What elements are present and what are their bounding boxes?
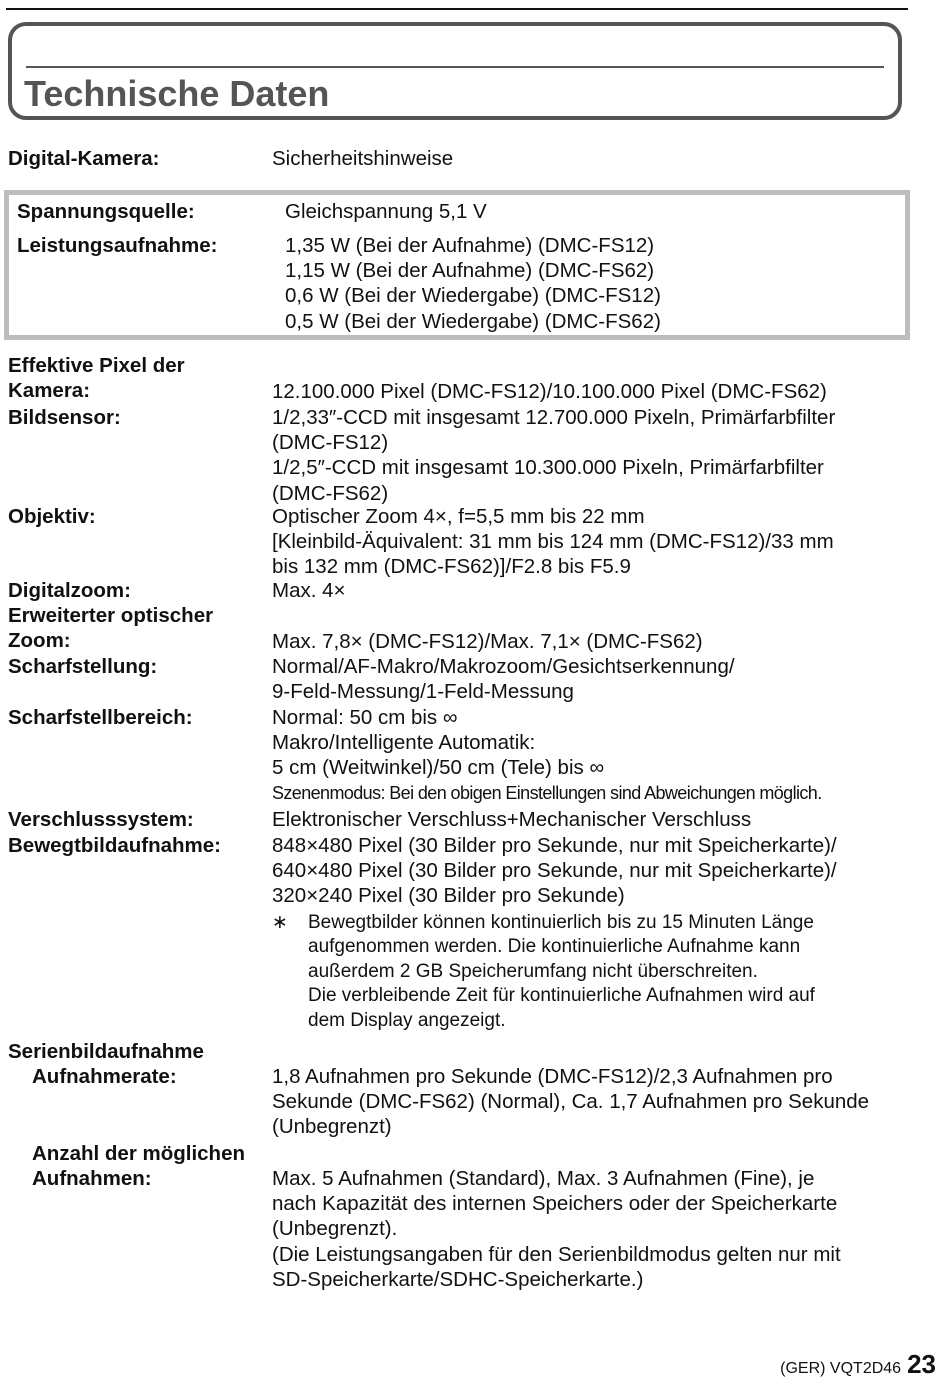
sensor-line-3: 1/2,5″-CCD mit insgesamt 10.300.000 Pixeln, Primärfarbfilter — [272, 456, 824, 480]
spec-label-image-sensor: Bildsensor: — [8, 406, 121, 429]
spec-label-effective-pixels: Effektive Pixel der Kamera: — [8, 354, 185, 403]
spec-label-lens: Objektiv: — [8, 505, 96, 528]
document-code: (GER) VQT2D46 — [780, 1360, 902, 1377]
focus-range-line-3: 5 cm (Weitwinkel)/50 cm (Tele) bis ∞ — [272, 756, 605, 780]
focus-range-line-1: Normal: 50 cm bis ∞ — [272, 706, 458, 729]
spec-value-focus-range — [272, 705, 922, 806]
focus-line-2: 9-Feld-Messung/1-Feld-Messung — [272, 680, 574, 704]
movie-note — [272, 911, 922, 1034]
spec-label-burst-rate: Aufnahmerate: — [32, 1065, 177, 1088]
spec-label-movie: Bewegtbildaufnahme: — [8, 834, 221, 857]
movie-line-2: 640×480 Pixel (30 Bilder pro Sekunde, nur mit Speicherkarte)/ — [272, 859, 837, 883]
lens-line-3: bis 132 mm (DMC-FS62)]/F2.8 bis F5.9 — [272, 555, 631, 579]
spec-value-power-source: Gleichspannung 5,1 V — [285, 200, 487, 223]
spec-label-digital-camera: Digital-Kamera: — [8, 147, 160, 170]
page-title: Technische Daten — [24, 73, 330, 114]
spec-value-focus — [272, 654, 922, 704]
page-footer — [780, 1349, 936, 1381]
spec-value-effective-pixels: 12.100.000 Pixel (DMC-FS12)/10.100.000 Pixel (DMC-FS62) — [272, 380, 827, 403]
power-info-box — [4, 190, 910, 340]
spec-value-burst-rate: 1,8 Aufnahmen pro Sekunde (DMC-FS12)/2,3 Aufnahmen pro Sekunde (DMC-FS62) (Normal), Ca. 1,7 Aufnahmen pro Sekunde (Unbegrenzt) — [272, 1065, 870, 1139]
spec-label-digital-zoom: Digitalzoom: — [8, 579, 131, 602]
top-rule — [6, 8, 908, 10]
spec-label-shutter: Verschlusssystem: — [8, 808, 194, 831]
lens-line-2: [Kleinbild-Äquivalent: 31 mm bis 124 mm (DMC-FS12)/33 mm — [272, 530, 834, 554]
spec-label-power-source: Spannungsquelle: — [17, 200, 195, 223]
spec-value-extended-zoom: Max. 7,8× (DMC-FS12)/Max. 7,1× (DMC-FS62) — [272, 630, 703, 653]
spec-label-focus: Scharfstellung: — [8, 655, 158, 678]
spec-value-power-consumption: 1,35 W (Bei der Aufnahme) (DMC-FS12) 1,15 W (Bei der Aufnahme) (DMC-FS62) 0,6 W (Bei der Wiedergabe) (DMC-FS12) 0,5 W (Bei der Wiedergabe) (DMC-FS62) — [285, 234, 661, 333]
sensor-line-1: 1/2,33″-CCD mit insgesamt 12.700.000 Pixeln, Primärfarbfilter — [272, 406, 836, 429]
spec-value-lens — [272, 504, 922, 580]
spec-value-digital-camera: Sicherheitshinweise — [272, 147, 454, 170]
sensor-line-2: (DMC-FS12) — [272, 431, 389, 455]
focus-line-1: Normal/AF-Makro/Makrozoom/Gesichtserkennung/ — [272, 655, 735, 678]
spec-label-burst-count: Anzahl der möglichen Aufnahmen: — [32, 1142, 245, 1191]
movie-line-1: 848×480 Pixel (30 Bilder pro Sekunde, nur mit Speicherkarte)/ — [272, 834, 837, 857]
footnote-asterisk: ∗ — [272, 911, 288, 933]
page-number: 23 — [907, 1349, 936, 1379]
movie-line-3: 320×240 Pixel (30 Bilder pro Sekunde) — [272, 884, 625, 908]
spec-label-extended-zoom: Erweiterter optischer Zoom: — [8, 604, 214, 653]
spec-label-focus-range: Scharfstellbereich: — [8, 706, 193, 729]
spec-label-power-consumption: Leistungsaufnahme: — [17, 234, 218, 257]
sensor-line-4: (DMC-FS62) — [272, 481, 389, 505]
lens-line-1: Optischer Zoom 4×, f=5,5 mm bis 22 mm — [272, 505, 645, 528]
spec-value-digital-zoom: Max. 4× — [272, 579, 346, 602]
spec-label-burst: Serienbildaufnahme — [8, 1040, 204, 1063]
spec-value-movie — [272, 833, 922, 1033]
spec-value-image-sensor — [272, 405, 922, 506]
spec-value-shutter: Elektronischer Verschluss+Mechanischer Verschluss — [272, 808, 752, 831]
spec-value-burst-count: Max. 5 Aufnahmen (Standard), Max. 3 Aufnahmen (Fine), je nach Kapazität des internen Speichers oder der Speicherkarte (Unbegrenzt). (Die Leistungsangaben für den Serienbildmodus gelten nur mit SD-Speicherkarte/SDHC-Speicherkarte.) — [272, 1167, 841, 1291]
movie-note-text: Bewegtbilder können kontinuierlich bis zu 15 Minuten Länge aufgenommen werden. Die kontinuierliche Aufnahme kann außerdem 2 GB Speicherumfang nicht überschreiten. Die verbleibende Zeit für kontinuierliche Aufnahmen wird auf dem Display angezeigt. — [308, 911, 815, 1031]
focus-range-line-2: Makro/Intelligente Automatik: — [272, 731, 536, 755]
title-frame-inner-line — [26, 66, 884, 68]
focus-range-line-4: Szenenmodus: Bei den obigen Einstellungen sind Abweichungen möglich. — [272, 782, 822, 803]
